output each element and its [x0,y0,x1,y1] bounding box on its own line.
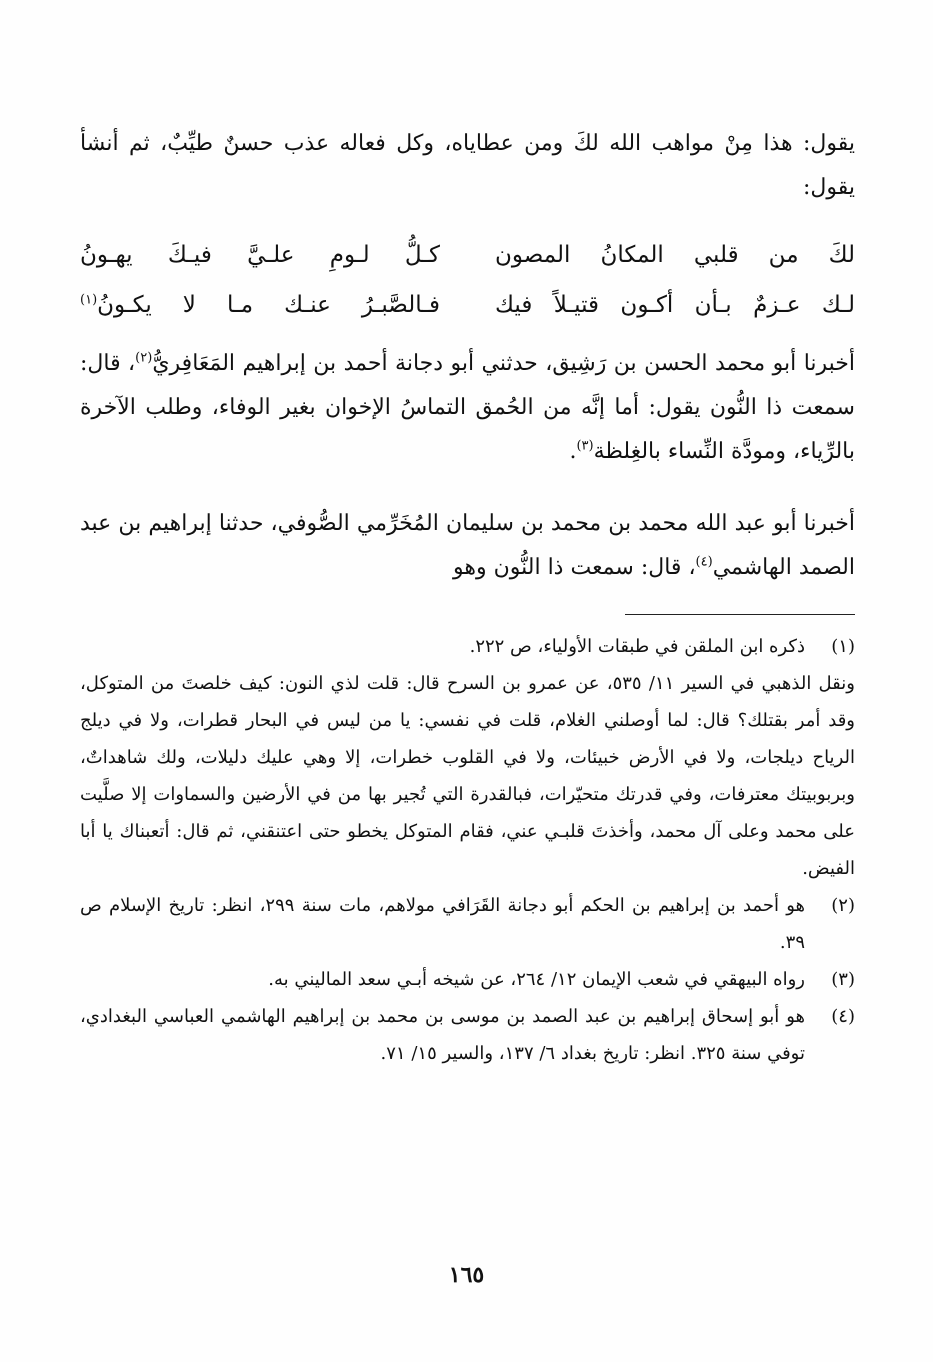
intro-text: يقول: هذا مِنْ مواهب الله لكَ ومن عطاياه، وكل فعاله عذب حسنٌ طيِّبٌ، ثم أنشأ يقول: [80,131,855,200]
footnote-ref-2: (٢) [135,350,153,366]
footnote-1-continuation: ونقل الذهبي في السير ١١/ ٥٣٥، عن عمرو بن السرح قال: قلت لذي النون: كيف خلصتَ من المتوكل، وقد أمر بقتلك؟ قال: لما أوصلني الغلام، قلت في نفسي: يا من ليس في البحار قطرات، ولا في ديلج الرياح ديلجات، ولا في الأرض خبيئات، ولا في القلوب خطرات، إلا وهي عليك دليلات، ولك شاهداتٌ، وبربوبيتك معترفات، وفي قدرتك متحيّرات، فبالقدرة التي تُجير بها من في الأرضين والسماوات إلا صلَّيت على محمد وعلى آل محمد، وأخذتَ قلبـي عني، فقام المتوكل يخطو حتى اعتنقني، ثم قال: أتعبناك يا أبا الفيض. [80,673,855,879]
footnotes [80,628,855,1072]
poem-verse-2 [80,280,855,330]
footnote-ref-3: (٣) [576,438,594,454]
footnote-3-number: (٣) [831,969,855,990]
paragraph-1-part-2: ، قال: سمعت ذا النُّون يقول: أما إنَّه من الحُمق التماسُ الإخوان بغير الوفاء، وطلب الآخرة بالرِّياء، ومودَّة النِّساء بالغِلظة [80,351,855,464]
footnote-ref-1: (١) [80,292,98,308]
footnote-3 [80,961,855,998]
paragraph-1-part-3: . [569,439,577,464]
footnote-3-text: رواه البيهقي في شعب الإيمان ١٢/ ٢٦٤، عن شيخه أبـي سعد الماليني به. [268,969,805,990]
paragraph-2 [80,502,855,590]
footnote-2-text: هو أحمد بن إبراهيم بن الحكم أبو دجانة القَرَافي مولاهم، مات سنة ٢٩٩، انظر: تاريخ الإسلام ص ٣٩. [80,895,806,953]
footnote-2-number: (٢) [831,895,855,916]
intro-paragraph [80,122,855,210]
paragraph-2-part-1: أخبرنا أبو عبد الله محمد بن محمد بن سليمان المُخَرِّمي الصُّوفي، حدثنا إبراهيم بن عبد الصمد الهاشمي [80,511,855,580]
verse-2-second-hemistich [80,280,440,330]
paragraph-2-part-2: ، قال: سمعت ذا النُّون وهو [453,555,696,580]
footnote-ref-4: (٤) [695,554,713,570]
footnote-2 [80,887,855,961]
footnote-1-number: (١) [831,636,855,657]
poem-verse-1 [80,230,855,280]
footnote-1 [80,628,855,665]
footnote-4 [80,998,855,1072]
paragraph-1 [80,342,855,474]
verse-1-first-hemistich: لكَ من قلبي المكانُ المصون [495,242,855,268]
footnote-4-text: هو أبو إسحاق إبراهيم بن عبد الصمد بن موسى بن محمد بن إبراهيم الهاشمي العباسي البغدادي، توفي سنة ٣٢٥. انظر: تاريخ بغداد ٦/ ١٣٧، والسير ١٥/ ٧١. [80,1006,805,1064]
verse-2-first-hemistich: لـك عـزمٌ بـأن أكـون قتيـلاً فيك [495,292,855,318]
footnote-4-number: (٤) [831,1006,855,1027]
paragraph-1-part-1: أخبرنا أبو محمد الحسن بن رَشِيق، حدثني أبو دجانة أحمد بن إبراهيم المَعَافِريُّ [152,351,856,376]
page-number: ١٦٥ [448,1262,485,1288]
verse-2-second-hemistich-text: فـالصَّبـرُ عنـك مـا لا يكـونُ [97,292,440,318]
poem [80,230,855,330]
verse-1-second-hemistich: كـلُّ لـومِ علـيَّ فيـكَ يهـونُ [80,242,440,268]
footnote-1-text: ذكره ابن الملقن في طبقات الأولياء، ص ٢٢٢. [469,636,805,657]
footnote-separator [625,614,855,615]
